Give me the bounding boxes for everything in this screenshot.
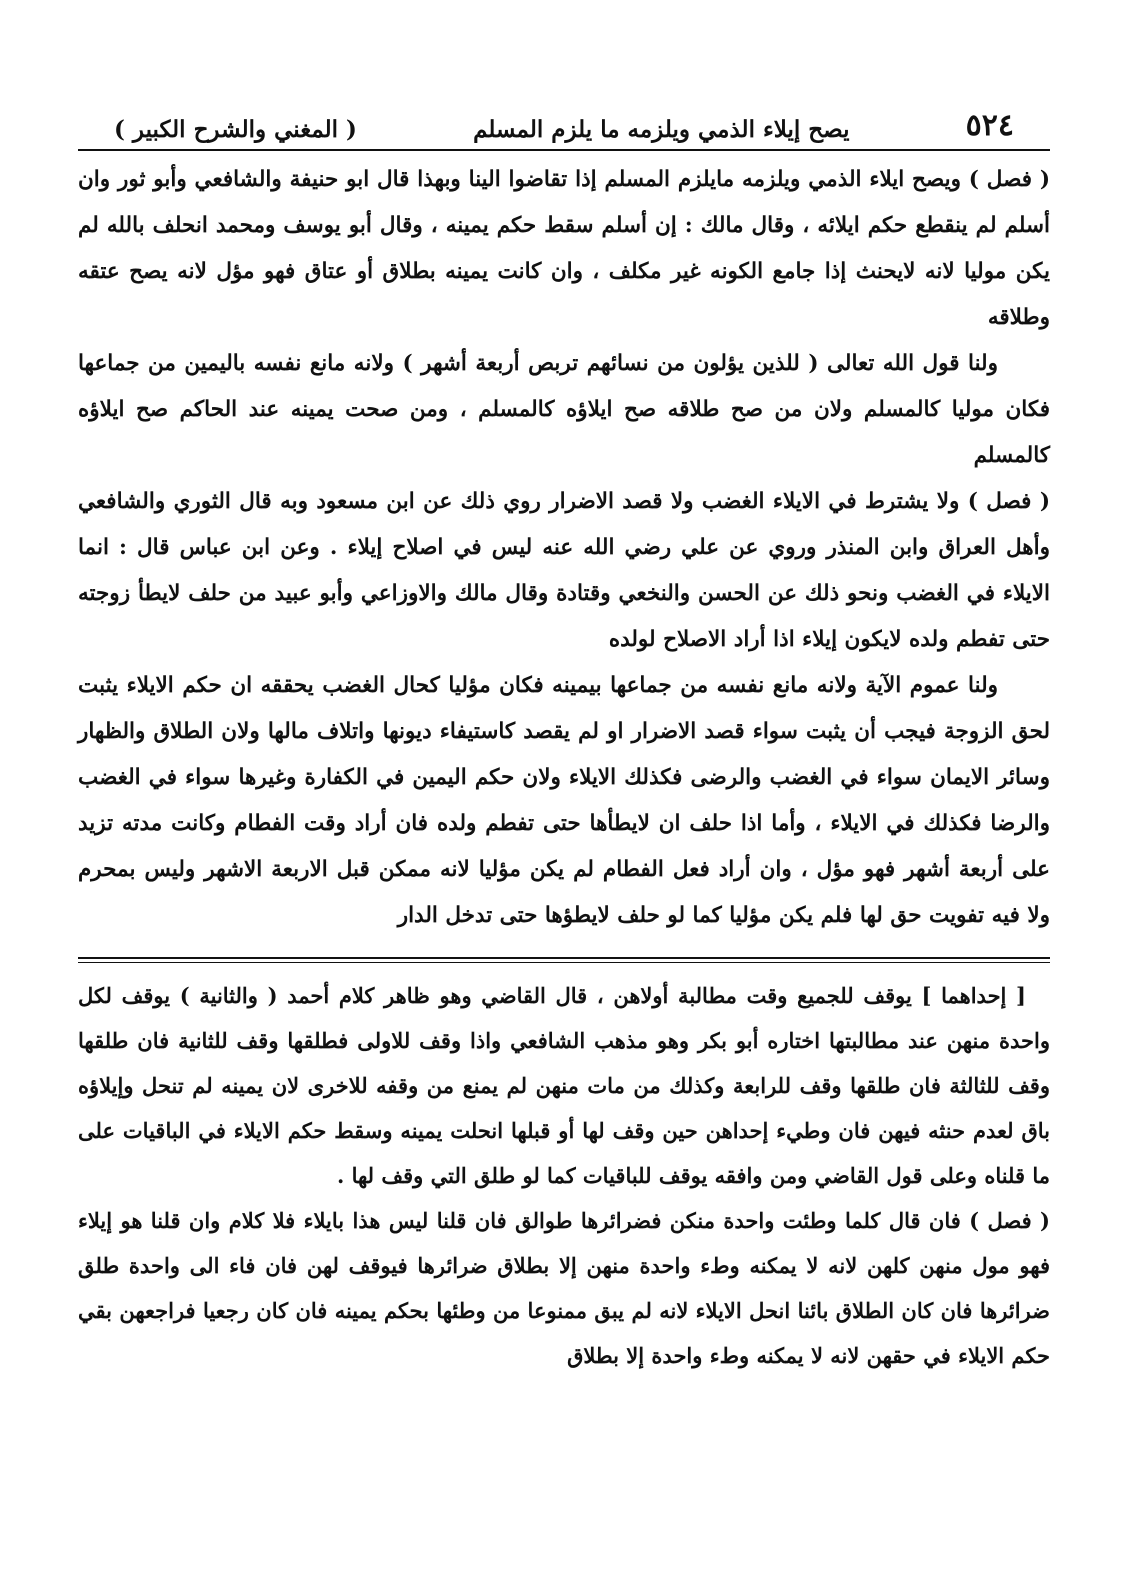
paragraph: ولنا قول الله تعالى ( للذين يؤلون من نسائهم تربص أربعة أشهر ) ولانه مانع نفسه باليمين من جماعها فكان موليا كالمسلم ولان من صح طلاقه صح ايلاؤه كالمسلم ، ومن صحت يمينه عند الحاكم صح ايلاؤه كالمسلم	[78, 351, 1050, 468]
section-divider	[78, 957, 1050, 963]
running-title: يصح إيلاء الذمي ويلزمه ما يلزم المسلم	[473, 116, 850, 143]
paragraph: ( فصل ) ولا يشترط في الايلاء الغضب ولا قصد الاضرار روي ذلك عن ابن مسعود وبه قال الثوري والشافعي وأهل العراق وابن المنذر وروي عن علي رضي الله عنه ليس في اصلاح إيلاء . وعن ابن عباس قال : انما الايلاء في الغضب ونحو ذلك عن الحسن والنخعي وقتادة وقال مالك والاوزاعي وأبو عبيد من حلف لايطأ زوجته حتى تفطم ولده لايكون إيلاء اذا أراد الاصلاح لولده	[78, 489, 1050, 652]
page-number: ٥٢٤	[965, 108, 1014, 143]
page-header	[78, 108, 1050, 147]
paragraph: ( فصل ) فان قال كلما وطئت واحدة منكن فضرائرها طوالق فان قلنا ليس هذا بايلاء فلا كلام وان قلنا هو إيلاء فهو مول منهن كلهن لانه لا يمكنه وطء واحدة منهن إلا بطلاق ضرائرها فيوقف لهن فان فاء الى واحدة طلق ضرائرها فان كان الطلاق بائنا انحل الايلاء لانه لم يبق ممنوعا من وطئها بحكم يمينه فان كان رجعيا فراجعهن بقي حكم الايلاء في حقهن لانه لا يمكنه وطء واحدة إلا بطلاق	[78, 1208, 1050, 1368]
paragraph: ولنا عموم الآية ولانه مانع نفسه من جماعها بيمينه فكان مؤليا كحال الغضب يحققه ان حكم الايلاء يثبت لحق الزوجة فيجب أن يثبت سواء قصد الاضرار او لم يقصد كاستيفاء ديونها واتلاف مالها ولان الطلاق والظهار وسائر الايمان سواء في الغضب والرضى فكذلك الايلاء ولان حكم اليمين في الكفارة وغيرها سواء في الغضب والرضا فكذلك في الايلاء ، وأما اذا حلف ان لايطأها حتى تفطم ولده فان أراد وقت الفطام وكانت مدته تزيد على أربعة أشهر فهو مؤل ، وان أراد فعل الفطام لم يكن مؤليا لانه ممكن قبل الاربعة الاشهر وليس بمحرم ولا فيه تفويت حق لها فلم يكن مؤليا كما لو حلف لايطؤها حتى تدخل الدار	[78, 673, 1050, 928]
commentary-text	[78, 973, 1050, 1378]
main-text	[78, 157, 1050, 939]
document-page	[78, 108, 1050, 1378]
header-rule	[78, 149, 1050, 151]
paragraph: [ إحداهما ] يوقف للجميع وقت مطالبة أولاهن ، قال القاضي وهو ظاهر كلام أحمد ( والثانية ) يوقف لكل واحدة منهن عند مطالبتها اختاره أبو بكر وهو مذهب الشافعي واذا وقف للاولى فطلقها وقف للثانية فان طلقها وقف للثالثة فان طلقها وقف للرابعة وكذلك من مات منهن لم يمنع من وقفه للاخرى لان يمينه لم تنحل وإيلاؤه باق لعدم حنثه فيهن فان وطيء إحداهن حين وقف لها أو قبلها انحلت يمينه وسقط حكم الايلاء في الباقيات على ما قلناه وعلى قول القاضي ومن وافقه يوقف للباقيات كما لو طلق التي وقف لها .	[78, 983, 1050, 1188]
paragraph: ( فصل ) ويصح ايلاء الذمي ويلزمه مايلزم المسلم إذا تقاضوا الينا وبهذا قال ابو حنيفة والشافعي وأبو ثور وان أسلم لم ينقطع حكم ايلائه ، وقال مالك : إن أسلم سقط حكم يمينه ، وقال أبو يوسف ومحمد انحلف بالله لم يكن موليا لانه لايحنث إذا جامع الكونه غير مكلف ، وان كانت يمينه بطلاق أو عتاق فهو مؤل لانه يصح عتقه وطلاقه	[78, 167, 1050, 330]
book-title: ( المغني والشرح الكبير )	[114, 116, 357, 143]
